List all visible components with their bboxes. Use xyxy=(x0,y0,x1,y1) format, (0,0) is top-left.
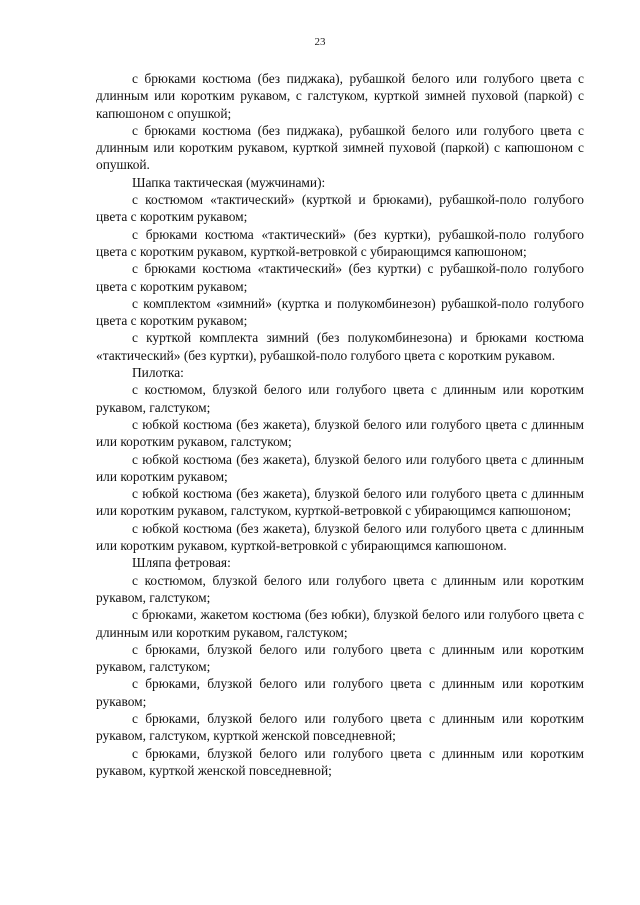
document-body xyxy=(96,70,584,779)
paragraph: с брюками костюма «тактический» (без куртки) с рубашкой-поло голубого цвета с коротким рукавом; xyxy=(96,261,584,294)
paragraph: с брюками костюма (без пиджака), рубашкой белого или голубого цвета с длинным или коротким рукавом, с галстуком, курткой зимней пуховой (паркой) с капюшоном с опушкой; xyxy=(96,71,584,121)
paragraph: с брюками, блузкой белого или голубого цвета с длинным или коротким рукавом, курткой женской повседневной; xyxy=(96,745,584,778)
section-heading: Шапка тактическая (мужчинами): xyxy=(132,174,326,190)
paragraph: с брюками, блузкой белого или голубого цвета с длинным или коротким рукавом, галстуком, курткой женской повседневной; xyxy=(96,710,584,744)
page-number: 23 xyxy=(314,36,326,48)
paragraph: с комплектом «зимний» (куртка и полукомбинезон) рубашкой-поло голубого цвета с коротким рукавом; xyxy=(96,295,584,329)
paragraph: с юбкой костюма (без жакета), блузкой белого или голубого цвета с длинным или коротким рукавом, галстуком, курткой-ветровкой с убирающимся капюшоном; xyxy=(96,486,584,519)
paragraph: с брюками, блузкой белого или голубого цвета с длинным или коротким рукавом; xyxy=(96,676,584,709)
paragraph: с юбкой костюма (без жакета), блузкой белого или голубого цвета с длинным или коротким рукавом, галстуком; xyxy=(96,416,584,450)
paragraph: с брюками, блузкой белого или голубого цвета с длинным или коротким рукавом, галстуком; xyxy=(96,641,584,675)
paragraph: с брюками костюма «тактический» (без куртки), рубашкой-поло голубого цвета с коротким рукавом, курткой-ветровкой с убирающимся капюшоном; xyxy=(96,226,584,259)
paragraph: с курткой комплекта зимний (без полукомбинезона) и брюками костюма «тактический» (без куртки), рубашкой-поло голубого цвета с коротким рукавом. xyxy=(96,330,584,363)
section-heading: Шляпа фетровая: xyxy=(132,555,231,571)
paragraph: с юбкой костюма (без жакета), блузкой белого или голубого цвета с длинным или коротким рукавом, курткой-ветровкой с убирающимся капюшоном. xyxy=(96,520,584,554)
paragraph: с костюмом «тактический» (курткой и брюками), рубашкой-поло голубого цвета с коротким рукавом; xyxy=(96,192,584,225)
paragraph: с брюками, жакетом костюма (без юбки), блузкой белого или голубого цвета с длинным или коротким рукавом, галстуком; xyxy=(96,607,584,640)
paragraph: с брюками костюма (без пиджака), рубашкой белого или голубого цвета с длинным или коротким рукавом, курткой зимней пуховой (паркой) с капюшоном с опушкой. xyxy=(96,122,584,173)
section-heading: Пилотка: xyxy=(132,365,184,381)
paragraph: с костюмом, блузкой белого или голубого цвета с длинным или коротким рукавом, галстуком; xyxy=(96,382,584,415)
paragraph: с юбкой костюма (без жакета), блузкой белого или голубого цвета с длинным или коротким рукавом; xyxy=(96,451,584,484)
paragraph: с костюмом, блузкой белого или голубого цвета с длинным или коротким рукавом, галстуком; xyxy=(96,572,584,605)
